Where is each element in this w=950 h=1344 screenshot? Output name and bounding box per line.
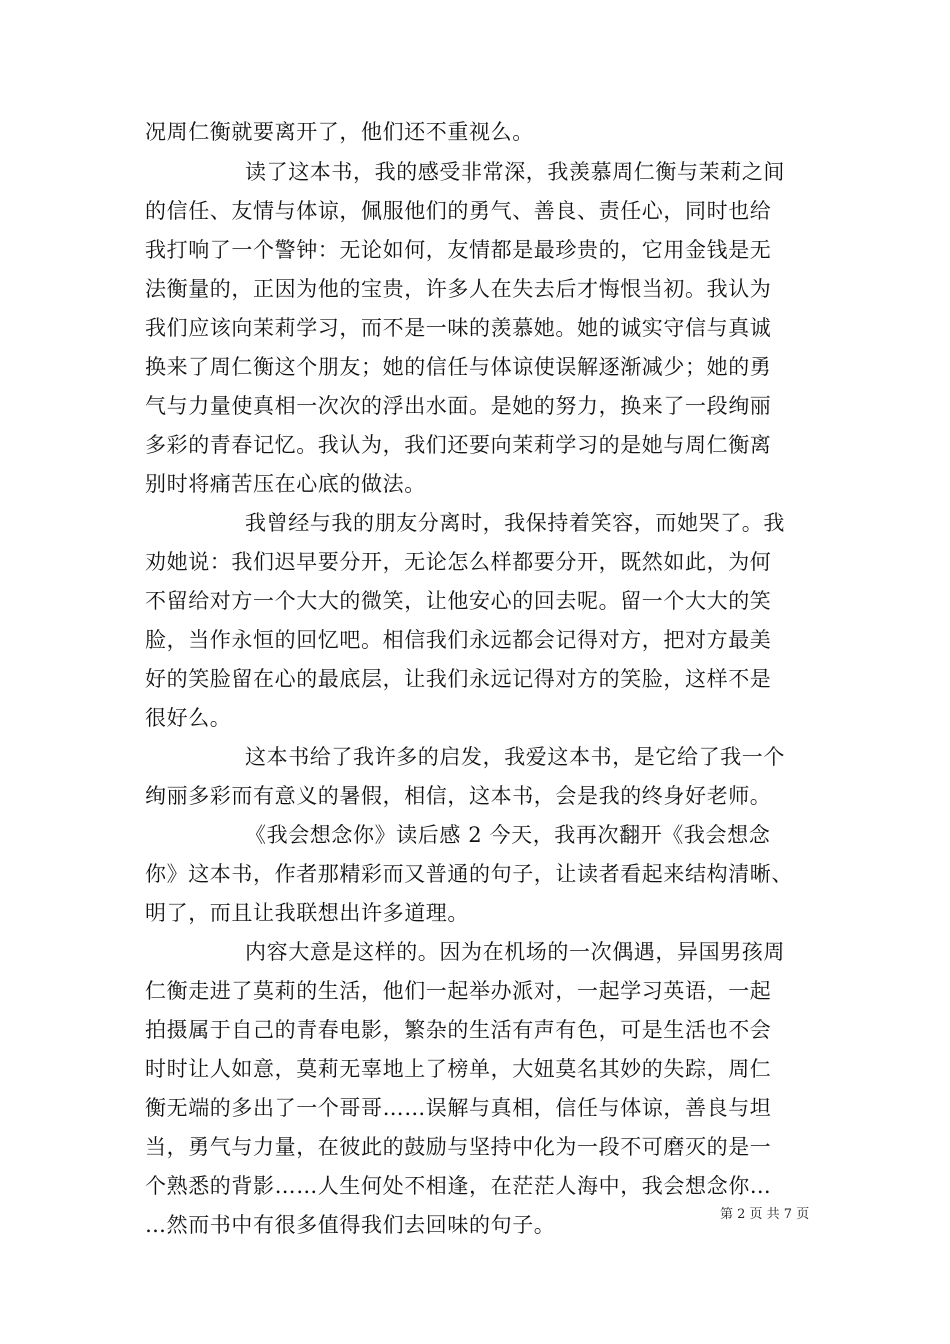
paragraph-line: 你》这本书，作者那精彩而又普通的句子，让读者看起来结构清晰、 [145,862,793,886]
paragraph-line: 绚丽多彩而有意义的暑假，相信，这本书，会是我的终身好老师。 [145,784,772,808]
paragraph-line: 我们应该向茉莉学习，而不是一味的羡慕她。她的诚实守信与真诚 [145,316,772,340]
paragraph-line: 劝她说：我们迟早要分开，无论怎么样都要分开，既然如此，为何 [145,550,772,574]
paragraph-line: 我打响了一个警钟：无论如何，友情都是最珍贵的，它用金钱是无 [145,238,772,262]
paragraph-line: 脸，当作永恒的回忆吧。相信我们永远都会记得对方，把对方最美 [145,628,772,652]
paragraph-line: 明了，而且让我联想出许多道理。 [145,901,469,925]
paragraph-line: 多彩的青春记忆。我认为，我们还要向茉莉学习的是她与周仁衡离 [145,433,772,457]
paragraph-line: 衡无端的多出了一个哥哥……误解与真相，信任与体谅，善良与坦 [145,1096,772,1120]
paragraph-line: 的信任、友情与体谅，佩服他们的勇气、善良、责任心，同时也给 [145,199,772,223]
paragraph-line: 这本书给了我许多的启发，我爱这本书，是它给了我一个 [245,745,785,769]
paragraph-line: 当，勇气与力量，在彼此的鼓励与坚持中化为一段不可磨灭的是一 [145,1135,772,1159]
paragraph-line: 很好么。 [145,706,232,730]
paragraph-line: 我曾经与我的朋友分离时，我保持着笑容，而她哭了。我 [245,511,785,535]
paragraph-line: 况周仁衡就要离开了，他们还不重视么。 [145,120,534,144]
paragraph-line: 拍摄属于自己的青春电影，繁杂的生活有声有色，可是生活也不会 [145,1018,772,1042]
paragraph-line: 读了这本书，我的感受非常深，我羡慕周仁衡与茉莉之间 [245,160,785,184]
paragraph-line: 法衡量的，正因为他的宝贵，许多人在失去后才悔恨当初。我认为 [145,277,772,301]
paragraph-line: 仁衡走进了莫莉的生活，他们一起举办派对，一起学习英语，一起 [145,979,772,1003]
paragraph-line: 个熟悉的背影……人生何处不相逢，在茫茫人海中，我会想念你… [145,1174,772,1198]
paragraph-line: 不留给对方一个大大的微笑，让他安心的回去呢。留一个大大的笑 [145,589,772,613]
paragraph-line: 时时让人如意，莫莉无辜地上了榜单，大妞莫名其妙的失踪，周仁 [145,1057,772,1081]
paragraph-line: 别时将痛苦压在心底的做法。 [145,472,426,496]
page-number-footer: 第 2 页 共 7 页 [720,1207,810,1222]
paragraph-line: 换来了周仁衡这个朋友；她的信任与体谅使误解逐渐减少；她的勇 [145,355,772,379]
paragraph-line: 内容大意是这样的。因为在机场的一次偶遇，异国男孩周 [245,940,785,964]
paragraph-line: 气与力量使真相一次次的浮出水面。是她的努力，换来了一段绚丽 [145,394,772,418]
paragraph-line: 好的笑脸留在心的最底层，让我们永远记得对方的笑脸，这样不是 [145,667,772,691]
paragraph-line: 《我会想念你》读后感 2 今天，我再次翻开《我会想念 [245,823,771,847]
paragraph-line: …然而书中有很多值得我们去回味的句子。 [145,1213,556,1237]
